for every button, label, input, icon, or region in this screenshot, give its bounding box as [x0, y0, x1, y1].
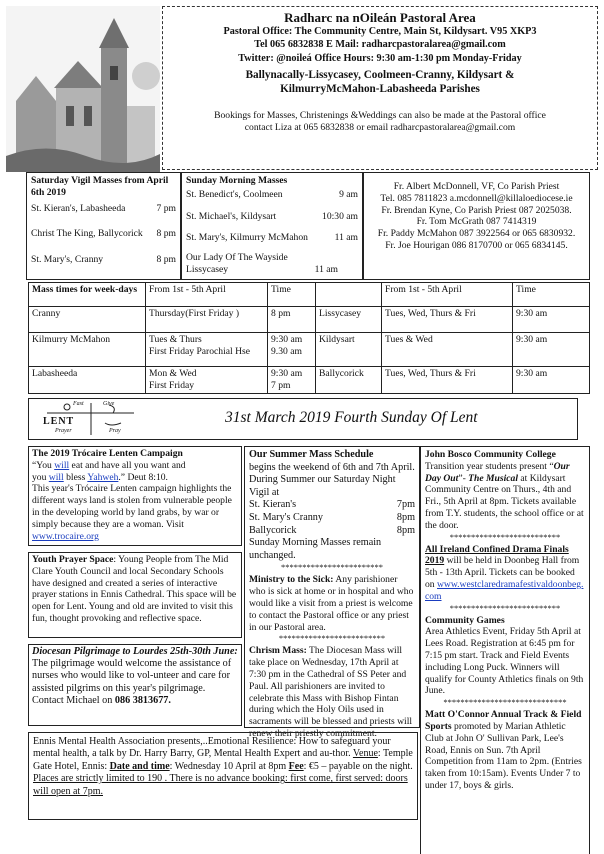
priest-line: Tel. 085 7811823 a.mcdonnell@killaloediocese.ie	[380, 192, 573, 204]
header-parishes-1: Ballynacally-Lissycasey, Coolmeen-Cranny, Kildysart &	[245, 68, 515, 81]
church-photo	[6, 6, 160, 172]
priest-line: Fr. Tom McGrath 087 7414319	[416, 216, 537, 228]
table-row	[29, 367, 590, 394]
list-item: St. Michael's, Kildysart 10:30 am	[186, 210, 358, 222]
header-title: Radharc na nOileán Pastoral Area	[284, 10, 476, 25]
table-cell: 8 pm	[268, 307, 316, 333]
middle-box	[244, 446, 420, 739]
table-cell: 9:30 am 7 pm	[268, 367, 316, 394]
table-cell: Kildysart	[316, 333, 382, 367]
header-twitter-hours: Twitter: @noileá Office Hours: 9:30 am-1:30 pm Monday-Friday	[238, 53, 522, 65]
table-cell: 9:30 am 9.30 am	[268, 333, 316, 367]
list-item: St. Mary's, Kilmurry McMahon 11 am	[186, 232, 358, 244]
sunday-morning-heading: Sunday Morning Masses	[186, 175, 288, 186]
lent-title: 31st March 2019 Fourth Sunday Of Lent	[225, 409, 478, 426]
header-tel-email: Tel 065 6832838 E Mail: radharcpastoralarea@gmail.com	[254, 38, 506, 50]
oconnor-text: Matt O'Connor Annual Track & Field Sports promoted by Marian Athletic Club at John O' Sullivan Park, Lee's Road, Ennis on Sun. 7th April Competition from 11am to 2pm. (Entries taken from 10:15am). Events Under 7 to under 17, boys & girls.	[425, 709, 582, 791]
list-item: St. Mary's, Cranny 8 pm	[31, 254, 176, 266]
table-cell: Tues, Wed, Thurs & Fri	[382, 307, 513, 333]
separator: *****************************	[443, 697, 567, 708]
logo-word: Fast	[73, 401, 84, 407]
saturday-vigil-heading: Saturday Vigil Masses from April 6th 2019	[31, 175, 169, 198]
list-item: Our Lady Of The Wayside Lissycasey 11 am	[186, 252, 338, 275]
mental-health-box	[28, 732, 418, 820]
table-cell: Cranny	[29, 307, 146, 333]
weekday-mass-table	[28, 282, 590, 394]
list-item: St. Kieran's, Labasheeda 7 pm	[31, 202, 176, 214]
list-item: St. Kieran's 7pm	[249, 499, 415, 511]
trocaire-link[interactable]: www.trocaire.org	[32, 530, 99, 542]
logo-word: Prayer	[55, 428, 72, 434]
separator: ************************	[281, 562, 383, 573]
summer-outro: Sunday Morning Masses remain unchanged.	[249, 537, 382, 561]
community-games-heading: Community Games	[425, 614, 505, 626]
ministry-text: Ministry to the Sick: Any parishioner who is sick at home or in hospital and who would like a visit from a priest is welcome to contact the Pastoral office or any priest in our Pastoral area.	[249, 574, 414, 633]
drama-link[interactable]: www.westclaredramafestivaldoonbeg.com	[425, 578, 584, 602]
table-cell: Tues & Thurs First Friday Parochial Hse	[146, 333, 268, 367]
jbcc-text: Transition year students present “Our Day Out”- The Musical at Kildysart Community Centre on Thurs., 4th and Fri., 5th April at 8pm. Tickets available from T.Y. students, the school office or at the door.	[425, 460, 584, 531]
logo-word: Give	[103, 401, 115, 407]
summer-heading: Our Summer Mass Schedule	[249, 449, 374, 460]
summer-intro: begins the weekend of 6th and 7th April. During Summer our Saturday Night Vigil at	[249, 461, 415, 498]
lent-logo	[39, 401, 139, 437]
trocaire-heading: The 2019 Trócaire Lenten Campaign	[32, 448, 183, 459]
logo-word: LENT	[43, 416, 75, 427]
table-row	[29, 333, 590, 367]
list-item: Christ The King, Ballycorick 8 pm	[31, 228, 176, 240]
separator: **************************	[449, 602, 561, 613]
lent-banner	[28, 398, 578, 440]
priest-line: Fr. Joe Hourigan 086 8170700 or 065 6834145.	[385, 239, 568, 251]
community-games-body: Area Athletics Event, Friday 5th April at Lees Road. Registration at 6:45 pm for 7:15 pm start. Track and Field Events including Long Puck. Winners will qualify for County Athletics finals on 9th June.	[425, 626, 584, 697]
table-cell: Ballycorick	[316, 367, 382, 394]
priests-box	[363, 172, 590, 280]
lourdes-box	[28, 644, 242, 726]
table-cell: Labasheeda	[29, 367, 146, 394]
table-header: From 1st - 5th April	[146, 283, 268, 307]
table-header: Mass times for week-days	[29, 283, 146, 307]
table-header: Time	[268, 283, 316, 307]
list-item: St. Mary's Cranny 8pm	[249, 511, 415, 523]
sunday-morning-box	[181, 172, 363, 280]
table-header	[316, 283, 382, 307]
right-box	[420, 446, 590, 854]
table-cell: Mon & Wed First Friday	[146, 367, 268, 394]
trocaire-box	[28, 446, 242, 546]
table-cell: Thursday(First Friday )	[146, 307, 268, 333]
table-cell: 9:30 am	[513, 367, 590, 394]
trocaire-quote: “You will eat and have all you want and	[32, 459, 186, 471]
table-header: Time	[513, 283, 590, 307]
table-cell: Tues, Wed, Thurs & Fri	[382, 367, 513, 394]
saturday-vigil-box	[26, 172, 181, 280]
logo-word: Pray	[109, 428, 121, 434]
table-cell: 9:30 am	[513, 333, 590, 367]
youth-prayer-text: Youth Prayer Space: Young People from The Mid Clare Youth Council and local Secondary Schools have designed and created a series of interactive prayer stations in Ennis Cathedral. This space will be open for Lent. Young and old are invited to visit this fun, thought provoking and reflective space.	[32, 554, 237, 624]
lourdes-text: Diocesan Pilgrimage to Lourdes 25th-30th June: The pilgrimage would welcome the assistance of nurses who would like to vol-unteer and care for assisted pilgrims on this year's pilgrimage. Contact Michael on 086 3813677.	[32, 646, 238, 706]
trocaire-quote-2: you will bless Yahweh.” Deut 8:10.	[32, 471, 168, 483]
trocaire-body: This year's Trócaire Lenten campaign highlights the different ways land is stolen from vulnerable people in the developing world by land grabs, by war or simply because they are a woman. Visit www.trocaire.org	[32, 483, 232, 542]
header-box	[162, 6, 598, 170]
table-cell: Lissycasey	[316, 307, 382, 333]
header-office: Pastoral Office: The Community Centre, Main St, Kildysart. V95 XKP3	[223, 26, 537, 37]
header-bookings-2: contact Liza at 065 6832838 or email radharcpastoralarea@gmail.com	[244, 121, 516, 133]
table-row	[29, 307, 590, 333]
header-parishes-2: KilmurryMcMahon-Labasheeda Parishes	[280, 82, 480, 95]
chrism-text: Chrism Mass: The Diocesan Mass will take place on Wednesday, 17th April at 7:30 pm in the Cathedral of SS Peter and Paul. All parishioners are invited to celebrate this Mass with Bishop Fintan during which the Holy Oils used in sacraments will be blessed and priests will renew their priestly commitment.	[249, 645, 413, 739]
jbcc-heading: John Bosco Community College	[425, 449, 556, 460]
list-item: St. Benedict's, Coolmeen 9 am	[186, 188, 358, 200]
mental-health-text: Ennis Mental Health Association presents,..Emotional Resilience: How to safeguard your mental health, a talk by Dr. Harry Barry, GP, Mental Health Expert and au-thor. Venue: Temple Gate Hotel, Ennis: Date and time: Wednesday 10 April at 8pm Fee: €5 – payable on the night. Places are strictly limited to 190 . There is no advance booking: first come, first served: doors will open at 7pm.	[33, 736, 413, 797]
list-item: Ballycorick 8pm	[249, 524, 415, 536]
table-cell: Tues & Wed	[382, 333, 513, 367]
table-cell: Kilmurry McMahon	[29, 333, 146, 367]
drama-text: All Ireland Confined Drama Finals 2019 will be held in Doonbeg Hall from 5th - 13th April. Tickets can be booked on www.westclaredramafestivaldoonbeg.com	[425, 543, 584, 602]
table-cell: 9:30 am	[513, 307, 590, 333]
priest-line: Fr. Paddy McMahon 087 3922564 or 065 6830932.	[377, 228, 576, 240]
header-bookings-1: Bookings for Masses, Christenings &Weddings can also be made at the Pastoral office	[214, 109, 546, 121]
table-header: From 1st - 5th April	[382, 283, 513, 307]
separator: *************************	[278, 633, 386, 644]
priest-line: Fr. Albert McDonnell, VF, Co Parish Priest	[393, 181, 560, 192]
youth-prayer-box	[28, 552, 242, 638]
priest-line: Fr. Brendan Kyne, Co Parish Priest 087 2025038.	[381, 204, 572, 216]
separator: **************************	[449, 531, 561, 542]
